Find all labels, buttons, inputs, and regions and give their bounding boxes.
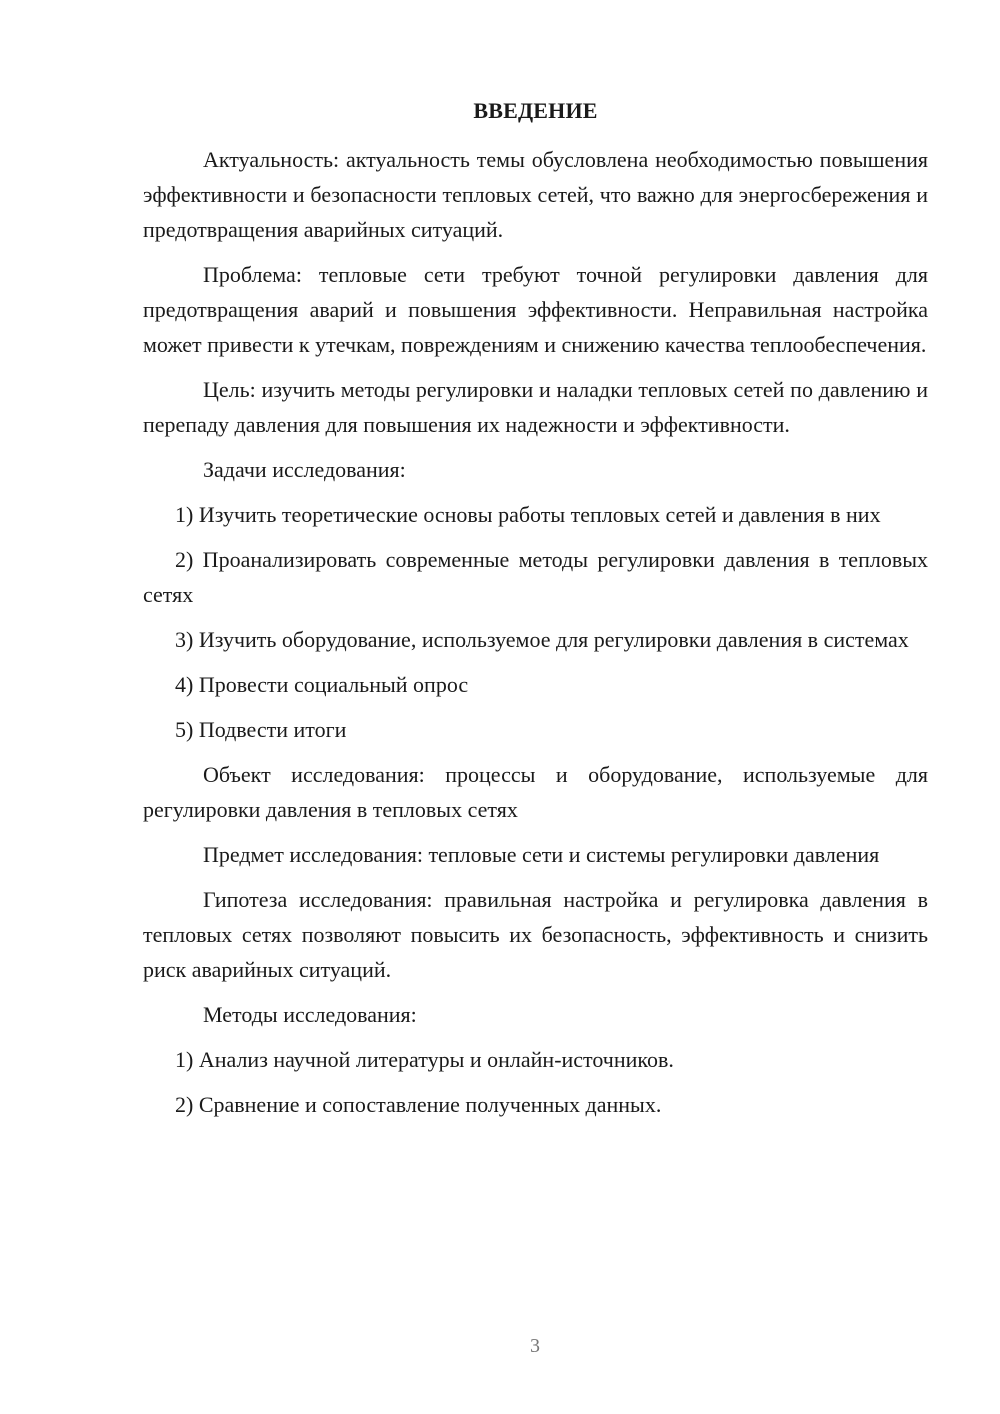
relevance-paragraph: Актуальность: актуальность темы обусловлена необходимостью повышения эффективности и безопасности тепловых сетей, что важно для энергосбережения и предотвращения аварийных ситуаций.: [143, 147, 928, 242]
subject-paragraph: Предмет исследования: тепловые сети и системы регулировки давления: [203, 842, 880, 867]
task-item-1: 1) Изучить теоретические основы работы тепловых сетей и давления в них: [175, 502, 881, 527]
page-number: 3: [530, 1335, 540, 1357]
document-body: [143, 142, 928, 1132]
method-item-1: 1) Анализ научной литературы и онлайн-источников.: [175, 1047, 674, 1072]
method-item-2: 2) Сравнение и сопоставление полученных данных.: [175, 1092, 662, 1117]
methods-heading: Методы исследования:: [203, 1002, 417, 1027]
task-item-3: 3) Изучить оборудование, используемое для регулировки давления в системах: [175, 627, 909, 652]
hypothesis-paragraph: Гипотеза исследования: правильная настройка и регулировка давления в тепловых сетях позволяют повысить их безопасность, эффективность и снизить риск аварийных ситуаций.: [143, 887, 928, 982]
task-item-4: 4) Провести социальный опрос: [175, 672, 469, 697]
object-paragraph: Объект исследования: процессы и оборудование, используемые для регулировки давления в тепловых сетях: [143, 762, 928, 822]
page-title: ВВЕДЕНИЕ: [473, 98, 598, 123]
tasks-heading: Задачи исследования:: [203, 457, 406, 482]
problem-paragraph: Проблема: тепловые сети требуют точной регулировки давления для предотвращения аварий и повышения эффективности. Неправильная настройка может привести к утечкам, повреждениям и снижению качества теплообеспечения.: [143, 262, 928, 357]
task-item-5: 5) Подвести итоги: [175, 717, 347, 742]
goal-paragraph: Цель: изучить методы регулировки и наладки тепловых сетей по давлению и перепаду давления для повышения их надежности и эффективности.: [143, 377, 928, 437]
task-item-2: 2) Проанализировать современные методы регулировки давления в тепловых сетях: [143, 547, 928, 607]
